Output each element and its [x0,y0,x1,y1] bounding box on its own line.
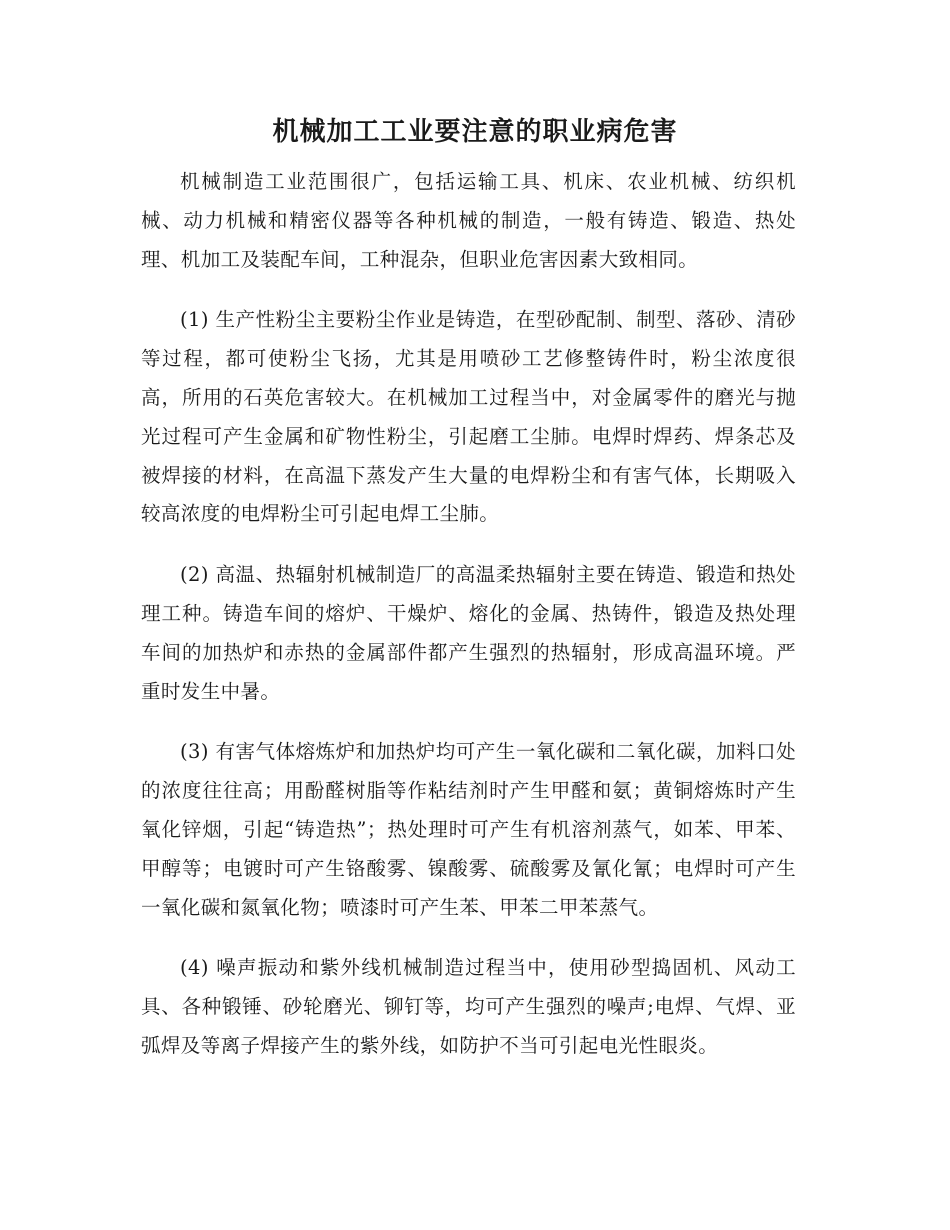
noise-paragraph: (4) 噪声振动和紫外线机械制造过程当中，使用砂型捣固机、风动工具、各种锻锤、砂轮磨光、铆钉等，均可产生强烈的噪声;电焊、气焊、亚弧焊及等离子焊接产生的紫外线，如防护不当可引起电光性眼炎。 [141,956,796,1057]
dust-paragraph: (1) 生产性粉尘主要粉尘作业是铸造，在型砂配制、制型、落砂、清砂等过程，都可使粉尘飞扬，尤其是用喷砂工艺修整铸件时，粉尘浓度很高，所用的石英危害较大。在机械加工过程当中，对金属零件的磨光与抛光过程可产生金属和矿物性粉尘，引起磨工尘肺。电焊时焊药、焊条芯及被焊接的材料，在高温下蒸发产生大量的电焊粉尘和有害气体，长期吸入较高浓度的电焊粉尘可引起电焊工尘肺。 [141,308,796,526]
gas-paragraph: (3) 有害气体熔炼炉和加热炉均可产生一氧化碳和二氧化碳，加料口处的浓度往往高；用酚醛树脂等作粘结剂时产生甲醛和氨；黄铜熔炼时产生氧化锌烟，引起“铸造热”；热处理时可产生有机溶剂蒸气，如苯、甲苯、甲醇等；电镀时可产生铬酸雾、镍酸雾、硫酸雾及氰化氰；电焊时可产生一氧化碳和氮氧化物；喷漆时可产生苯、甲苯二甲苯蒸气。 [141,740,796,919]
document-title: 机械加工工业要注意的职业病危害 [272,117,678,147]
document-body [141,163,796,1088]
heat-paragraph: (2) 高温、热辐射机械制造厂的高温柔热辐射主要在铸造、锻造和热处理工种。铸造车间的熔炉、干燥炉、熔化的金属、热铸件，锻造及热处理车间的加热炉和赤热的金属部件都产生强烈的热辐射，形成高温环境。严重时发生中暑。 [141,563,796,703]
intro-paragraph: 机械制造工业范围很广，包括运输工具、机床、农业机械、纺织机械、动力机械和精密仪器等各种机械的制造，一般有铸造、锻造、热处理、机加工及装配车间，工种混杂，但职业危害因素大致相同。 [141,170,796,271]
